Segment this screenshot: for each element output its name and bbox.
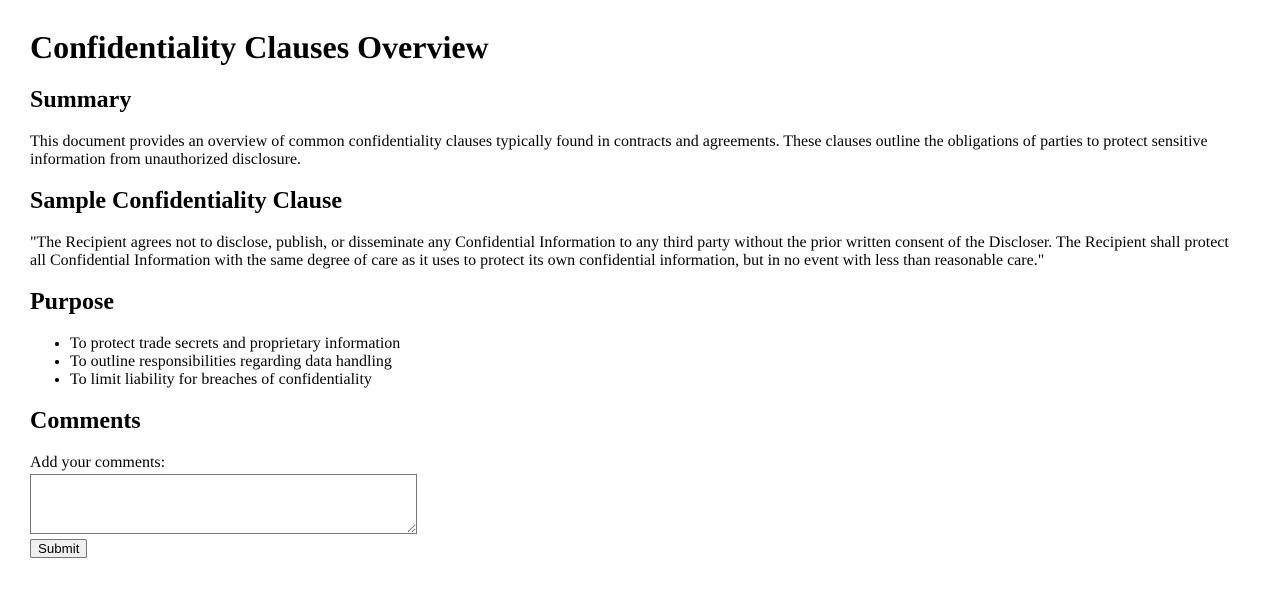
purpose-list xyxy=(30,335,1248,389)
purpose-list-item: • To outline responsibilities regarding data handling xyxy=(70,353,1248,371)
submit-button[interactable]: Submit xyxy=(30,539,87,558)
purpose-list-item: • To limit liability for breaches of confidentiality xyxy=(70,371,1248,389)
comments-textarea[interactable] xyxy=(30,474,417,534)
comments-label: Add your comments: xyxy=(30,454,166,471)
sample-clause-paragraph: "The Recipient agrees not to disclose, publish, or disseminate any Confidential Information to any third party without the prior written consent of the Discloser. The Recipient shall protect all Confidential Information with the same degree of care as it uses to protect its own confidential information, but in no event with less than reasonable care." xyxy=(30,234,1229,269)
sample-clause-heading: Sample Confidentiality Clause xyxy=(30,188,343,214)
page-title: Confidentiality Clauses Overview xyxy=(30,29,489,65)
purpose-heading: Purpose xyxy=(30,289,114,315)
comments-heading: Comments xyxy=(30,408,141,434)
summary-heading: Summary xyxy=(30,87,132,113)
summary-paragraph: This document provides an overview of common confidentiality clauses typically found in contracts and agreements. These clauses outline the obligations of parties to protect sensitive information from unauthorized disclosure. xyxy=(30,133,1208,168)
comments-form xyxy=(30,454,1248,558)
purpose-list-item: • To protect trade secrets and proprietary information xyxy=(70,335,1248,353)
